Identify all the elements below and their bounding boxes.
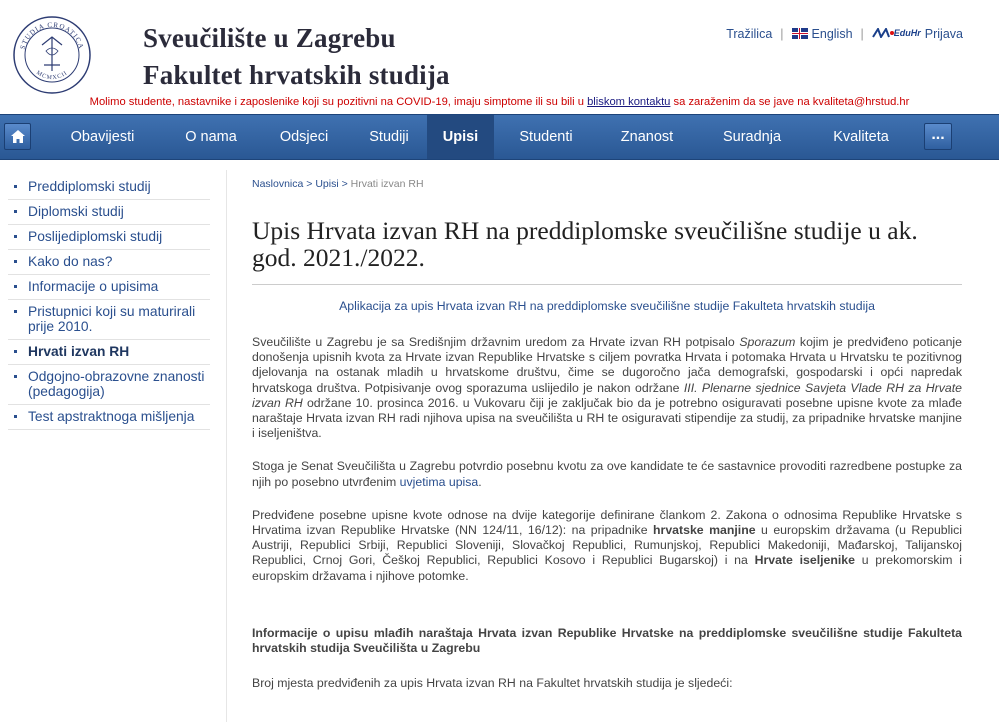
main-content xyxy=(252,178,962,691)
paragraph-places: Broj mjesta predviđenih za upis Hrvata izvan RH na Fakultet hrvatskih studija je sljedeći: xyxy=(252,676,733,691)
nav-kvaliteta[interactable]: Kvaliteta xyxy=(833,129,889,145)
sidebar-item-preddiplomski[interactable]: Preddiplomski studij xyxy=(8,175,210,200)
nav-odsjeci[interactable]: Odsjeci xyxy=(279,129,329,145)
info-heading: Informacije o upisu mlađih naraštaja Hrvata izvan Republike Hrvatske na preddiplomske sveučilišne studije Fakulteta hrvatskih studija Sveučilišta u Zagrebu xyxy=(252,625,962,656)
university-name[interactable]: Sveučilište u Zagrebu xyxy=(143,23,396,53)
more-menu-button[interactable]: ... xyxy=(924,123,952,150)
nav-studiji[interactable]: Studiji xyxy=(369,129,409,145)
nav-suradnja[interactable]: Suradnja xyxy=(722,129,782,145)
breadcrumb: Naslovnica > Upisi > Hrvati izvan RH xyxy=(252,178,424,190)
english-link[interactable]: English xyxy=(792,27,853,41)
home-button[interactable] xyxy=(4,123,31,150)
sidebar xyxy=(8,175,210,430)
close-contact-link[interactable]: bliskom kontaktu xyxy=(587,96,671,108)
sidebar-item-informacije[interactable]: Informacije o upisima xyxy=(8,275,210,300)
sidebar-item-diplomski[interactable]: Diplomski studij xyxy=(8,200,210,225)
sidebar-item-poslijediplomski[interactable]: Poslijediplomski studij xyxy=(8,225,210,250)
nav-o-nama[interactable]: O nama xyxy=(185,129,237,145)
paragraph-agreement: Sveučilište u Zagrebu je sa Središnjim državnim uredom za Hrvate izvan RH potpisalo Sporazum kojim je predviđeno poticanje donošenja upisnih kvota za Hrvate izvan Republike Hrvatske s ciljem povratka Hrvata i potomaka Hrvata u Hrvatsku te pozitivnog djelovanja na ostanak mladih u hrvatskome društvu, čime se dugoročno jača demografski, gospodarski i opći napredak hrvatskoga društva. Potpisivanje ovog sporazuma uslijedilo je nakon održane III. Plenarne sjednice Savjeta Vlade RH za Hrvate izvan RH održane 10. prosinca 2016. u Vukovaru čiji je zaključak bio da je potrebno osiguravati posebne upisne kvote za mlađe naraštaje Hrvata izvan RH radi njihova upisa na sveučilišta u RH te osiguravati stipendije za studij, za pripadnike hrvatske manjine i iseljeništva. xyxy=(252,335,963,441)
nav-obavijesti[interactable]: Obavijesti xyxy=(70,129,135,145)
uk-flag-icon xyxy=(792,28,808,39)
svg-text:MCMXCII: MCMXCII xyxy=(35,70,69,82)
title-divider xyxy=(252,284,962,285)
nav-upisi[interactable]: Upisi xyxy=(427,115,494,159)
sidebar-item-hrvati-izvan-rh[interactable]: Hrvati izvan RH xyxy=(8,340,210,365)
enrollment-conditions-link[interactable]: uvjetima upisa xyxy=(399,474,479,489)
faculty-name[interactable]: Fakultet hrvatskih studija xyxy=(143,60,450,90)
covid-notice: Molimo studente, nastavnike i zaposlenike koji su pozitivni na COVID-19, imaju simptome ili su bili u bliskom kontaktu sa zaraženim da se jave na kvaliteta@hrstud.hr xyxy=(89,96,910,108)
eduhr-logo-icon: EduHr xyxy=(872,28,921,38)
main-navigation xyxy=(0,114,999,160)
top-links: Tražilica | English | EduHr Prijava xyxy=(726,27,963,41)
sidebar-item-pedagogija[interactable]: Odgojno-obrazovne znanosti (pedagogija) xyxy=(8,365,210,405)
sidebar-item-test[interactable]: Test apstraktnoga mišljenja xyxy=(8,405,210,430)
paragraph-senate: Stoga je Senat Sveučilišta u Zagrebu potvrdio posebnu kvotu za ove kandidate te će sastavnice provoditi razredbene postupke za njih po posebno utvrđenim uvjetima upisa. xyxy=(252,459,962,489)
page-title: Upis Hrvata izvan RH na preddiplomske sveučilišne studije u ak. god. 2021./2022. xyxy=(252,216,918,272)
paragraph-quotas: Predviđene posebne upisne kvote odnose na dvije kategorije definirane člankom 2. Zakona o odnosima Republike Hrvatske s Hrvatima izvan Republike Hrvatske (NN 124/11, 16/12): na pripadnike hrvatske manjine u europskim državama (u Republici Austriji, Republici Srbiji, Republici Sloveniji, Slovačkoj Republici, Rumunjskoj, Republici Makedoniji, Mađarskoj, Talijanskoj Republici, Crnoj Gori, Češkoj Republici, Republici Kosovo i Republici Bugarskoj) i na Hrvate iseljenike u prekomorskim i europskim državama i njihove potomke. xyxy=(252,507,962,583)
column-divider xyxy=(226,170,227,722)
svg-text:STUDIA CROATICA: STUDIA CROATICA xyxy=(18,20,86,51)
application-link[interactable]: Aplikacija za upis Hrvata izvan RH na preddiplomske sveučilišne studije Fakulteta hrvatskih studija xyxy=(339,299,875,313)
nav-znanost[interactable]: Znanost xyxy=(620,129,674,145)
university-seal-logo[interactable] xyxy=(12,15,92,95)
sidebar-item-kako-do-nas[interactable]: Kako do nas? xyxy=(8,250,210,275)
search-link[interactable]: Tražilica xyxy=(726,27,773,41)
nav-studenti[interactable]: Studenti xyxy=(519,129,573,145)
breadcrumb-section[interactable]: Upisi xyxy=(315,178,339,190)
site-header xyxy=(0,0,999,113)
sidebar-item-pristupnici[interactable]: Pristupnici koji su maturirali prije 2010. xyxy=(8,300,210,340)
login-link[interactable]: EduHr Prijava xyxy=(872,27,963,41)
breadcrumb-current: Hrvati izvan RH xyxy=(350,178,424,190)
home-icon xyxy=(10,129,26,144)
breadcrumb-home[interactable]: Naslovnica xyxy=(252,178,304,190)
